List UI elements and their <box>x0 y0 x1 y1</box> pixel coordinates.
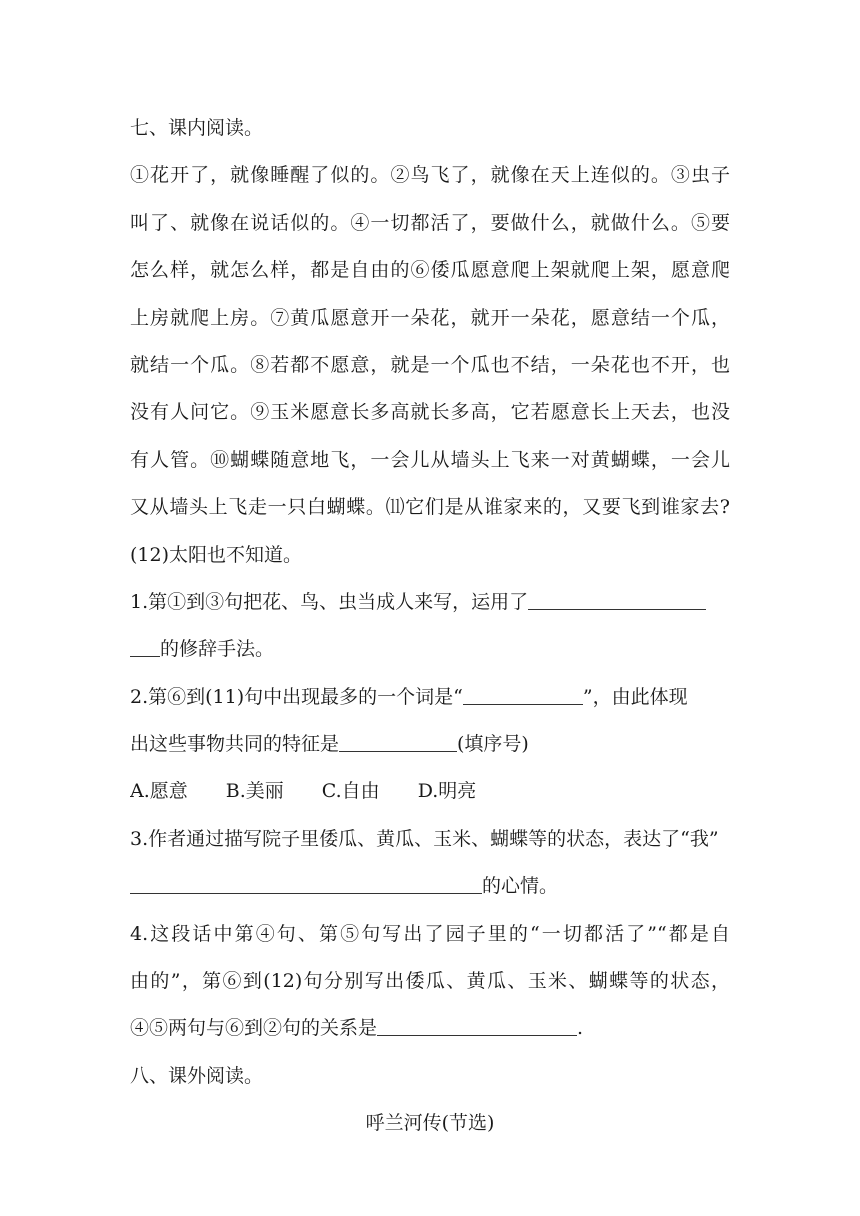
question-3-line-1: 3.作者通过描写院子里倭瓜、黄瓜、玉米、蝴蝶等的状态，表达了“我” <box>130 827 719 850</box>
answer-blank-q2-word[interactable] <box>463 685 583 705</box>
passage-line: (12)太阳也不知道。 <box>130 543 303 566</box>
passage-line: 就结一个瓜。⑧若都不愿意，就是一个瓜也不结，一朵花也不开，也 <box>130 353 730 376</box>
question-2-line-2 <box>130 721 730 768</box>
question-2-text: 2.第⑥到(11)句中出现最多的一个词是“ <box>130 685 463 708</box>
option-b[interactable]: B.美丽 <box>225 780 284 803</box>
question-2-prompt: 出这些事物共同的特征是 <box>130 733 340 756</box>
question-1-suffix: 的修辞手法。 <box>160 638 275 661</box>
question-1 <box>130 579 730 674</box>
reading-title: 呼兰河传(节选) <box>365 1112 495 1135</box>
option-a[interactable]: A.愿意 <box>130 780 188 803</box>
answer-blank-q2-choice[interactable] <box>339 732 457 752</box>
passage-line: 又从墙头上飞走一只白蝴蝶。⑾它们是从谁家来的，又要飞到谁家去? <box>130 496 730 519</box>
reading-passage <box>130 152 730 579</box>
question-3-suffix: 的心情。 <box>482 875 559 898</box>
question-4-period: . <box>577 1017 584 1040</box>
question-4-prompt: ④⑤两句与⑥到②句的关系是 <box>130 1017 378 1040</box>
question-2-text-cont: ”，由此体现 <box>582 685 688 708</box>
passage-line: 有人管。⑩蝴蝶随意地飞，一会儿从墙头上飞来一对黄蝴蝶，一会儿 <box>130 448 730 471</box>
question-2 <box>130 674 730 816</box>
answer-blank-q4[interactable] <box>377 1016 577 1036</box>
question-4-line-1: 4.这段话中第④句、第⑤句写出了园子里的“一切都活了”“都是自 <box>130 922 730 945</box>
passage-line: 没有人问它。⑨玉米愿意长多高就长多高，它若愿意长上天去，也没 <box>130 401 730 424</box>
answer-blank-q1[interactable] <box>528 590 706 610</box>
question-1-line-2 <box>130 626 730 673</box>
section-8-heading: 八、课外阅读。 <box>130 1064 264 1087</box>
question-1-line-1 <box>130 579 730 626</box>
question-2-options <box>130 768 730 815</box>
answer-blank-q1-cont[interactable] <box>130 637 160 657</box>
option-d[interactable]: D.明亮 <box>417 780 477 803</box>
question-3 <box>130 816 730 911</box>
passage-line: 怎么样，就怎么样，都是自由的⑥倭瓜愿意爬上架就爬上架，愿意爬 <box>130 259 730 282</box>
question-1-text: 1.第①到③句把花、鸟、虫当成人来写，运用了 <box>130 590 529 613</box>
question-3-line-2 <box>130 863 730 910</box>
option-c[interactable]: C.自由 <box>321 780 380 803</box>
question-4 <box>130 911 730 1053</box>
question-2-hint: (填序号) <box>457 733 529 756</box>
question-2-line-1 <box>130 674 730 721</box>
passage-line: ①花开了，就像睡醒了似的。②鸟飞了，就像在天上连似的。③虫子 <box>130 164 730 187</box>
passage-line: 上房就爬上房。⑦黄瓜愿意开一朵花，就开一朵花，愿意结一个瓜， <box>130 306 730 329</box>
passage-line: 叫了、就像在说话似的。④一切都活了，要做什么，就做什么。⑤要 <box>130 211 730 234</box>
worksheet-page <box>130 105 730 1148</box>
question-4-line-3 <box>130 1005 730 1052</box>
answer-blank-q3[interactable] <box>130 874 482 894</box>
question-4-line-2: 由的”，第⑥到(12)句分别写出倭瓜、黄瓜、玉米、蝴蝶等的状态， <box>130 970 730 993</box>
section-7-heading: 七、课内阅读。 <box>130 117 264 139</box>
